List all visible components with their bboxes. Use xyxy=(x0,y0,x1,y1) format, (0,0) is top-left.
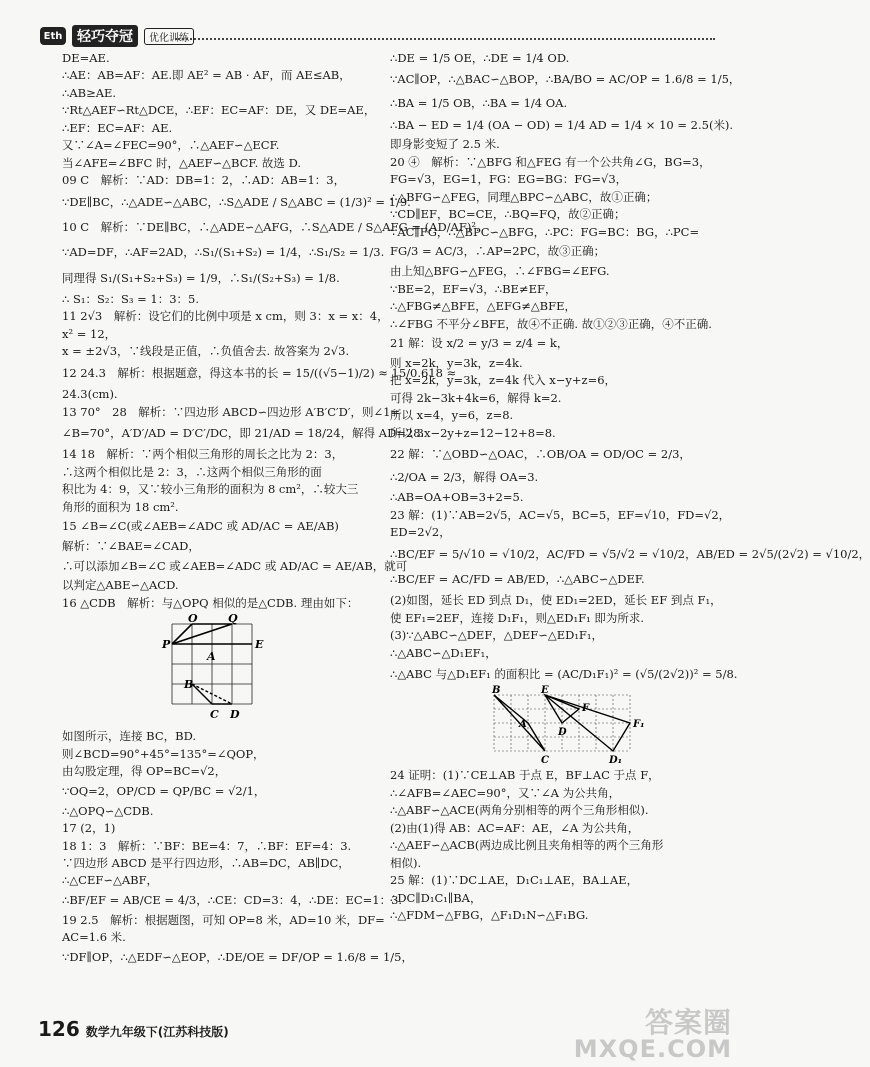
text-line: ∴DE = 1/5 OE，∴DE = 1/4 OD. xyxy=(390,51,570,65)
text-line: x = ±2√3，∵线段是正值，∴负值舍去. 故答案为 2√3. xyxy=(62,344,350,359)
brand-subtitle: 优化训练 xyxy=(144,28,194,45)
text-line: ∵BE=2，EF=√3，∴BE≠EF， xyxy=(390,281,557,296)
text-line: DE=AE. xyxy=(62,51,110,65)
text-line: ∵OQ=2，OP/CD = QP/BC = √2/1， xyxy=(62,783,266,798)
text-line: 16 △CDB 解析：与△OPQ 相似的是△CDB. 理由如下： xyxy=(62,595,359,610)
text-line: ∴△ABC∽△D₁EF₁， xyxy=(390,645,497,660)
fig23-label-B: B xyxy=(492,685,501,697)
watermark-line-1: 答案圈 xyxy=(644,1006,732,1039)
fig16-label-P: P xyxy=(162,638,171,652)
text-line: 如图所示，连接 BC，BD. xyxy=(62,729,197,744)
text-line: ∴△AEF∽△ACB(两边成比例且夹角相等的两个三角形 xyxy=(390,838,664,853)
text-line: 即身影变短了 2.5 米. xyxy=(390,137,500,152)
text-line: ∵AC∥OP，∴△BAC∽△BOP，∴BA/BO = AC/OP = 1.6/8 = 1/5， xyxy=(390,72,741,87)
fig23-label-F: F xyxy=(582,703,590,715)
text-line: 11 2√3 解析：设它们的比例中项是 x cm，则 3：x = x：4， xyxy=(62,309,389,324)
right-column xyxy=(390,50,870,925)
fig23-label-A: A xyxy=(519,719,527,731)
text-line: ∴BA − ED = 1/4 (OA − OD) = 1/4 AD = 1/4 × 10 = 2.5(米). xyxy=(390,117,734,132)
fig16-label-D: D xyxy=(230,708,240,722)
fig16-label-C: C xyxy=(210,708,219,722)
text-line: 24 证明：(1)∵CE⊥AB 于点 E，BF⊥AC 于点 F， xyxy=(390,768,660,783)
text-line: ∴可以添加∠B=∠C 或∠AEB=∠ADC 或 AD/AC = AE/AB，就可 xyxy=(62,558,408,573)
logo-icon: Eth xyxy=(40,27,66,45)
page-footer xyxy=(38,1017,229,1041)
text-line: AC=1.6 米. xyxy=(62,930,126,945)
text-line: ∴∠AFB=∠AEC=90°，又∵∠A 为公共角， xyxy=(390,785,621,800)
text-line: ∵四边形 ABCD 是平行四边形，∴AB=DC，AB∥DC， xyxy=(62,855,350,870)
fig16-label-B: B xyxy=(184,678,194,692)
text-line: 所以 3x−2y+z=12−12+8=8. xyxy=(390,425,556,440)
text-line: 使 EF₁=2EF，连接 D₁F₁，则△ED₁F₁ 即为所求. xyxy=(390,610,645,625)
fig23-label-D1: D₁ xyxy=(609,755,623,767)
text-line: (2)如图，延长 ED 到点 D₁，使 ED₁=2ED，延长 EF 到点 F₁， xyxy=(390,593,722,608)
header-divider xyxy=(175,38,715,40)
fig16-label-Q: Q xyxy=(228,612,238,626)
text-line: 由勾股定理，得 OP=BC=√2， xyxy=(62,764,227,779)
text-line: ∵DE∥BC，∴△ADE∽△ABC，∴S△ADE / S△ABC = (1/3)² = 1/9. xyxy=(62,194,411,209)
text-line: ∵Rt△AEF∽Rt△DCE，∴EF：EC=AF：DE，又 DE=AE， xyxy=(62,103,376,118)
text-line: ∴△OPQ∽△CDB. xyxy=(62,803,154,818)
text-line: FG/3 = AC/3，∴AP=2PC，故③正确； xyxy=(390,244,606,259)
text-line: ∴BF/EF = AB/CE = 4/3，∴CE：CD=3：4，∴DE：EC=1：3. xyxy=(62,892,403,907)
watermark-line-2: MXQE.COM xyxy=(573,1035,732,1064)
text-line: 则 x=2k，y=3k，z=4k. xyxy=(390,355,523,370)
text-line: ∴△CEF∽△ABF， xyxy=(62,873,159,888)
text-line: ∵AC∥FG，∴△BPC∽△BFG，∴PC：FG=BC：BG，∴PC= xyxy=(390,224,700,239)
text-line: ∴AB≥AE. xyxy=(62,85,117,100)
text-line: ED=2√2， xyxy=(390,525,451,540)
text-line: 25 解：(1)∵DC⊥AE，D₁C₁⊥AE，BA⊥AE， xyxy=(390,873,639,888)
text-line: 13 70° 28 解析：∵四边形 ABCD∽四边形 A′B′C′D′，则∠1= xyxy=(62,404,401,419)
text-line: 解析：∵∠BAE=∠CAD， xyxy=(62,539,200,554)
text-line: ∵DF∥OP，∴△EDF∽△EOP，∴DE/OE = DF/OP = 1.6/8 = 1/5， xyxy=(62,949,413,964)
text-line: 24.3(cm). xyxy=(62,387,118,402)
text-line: ∴DC∥D₁C₁∥BA， xyxy=(390,890,482,905)
text-line: 同理得 S₁/(S₁+S₂+S₃) = 1/9，∴S₁/(S₂+S₃) = 1/8. xyxy=(62,270,340,285)
text-line: 20 ④ 解析：∵△BFG 和△FEG 有一个公共角∠G，BG=3， xyxy=(390,154,711,169)
text-line: ∴EF：EC=AF：AE. xyxy=(62,120,173,135)
text-line: 又∵∠A=∠FEC=90°，∴△AEF∽△ECF. xyxy=(62,138,280,153)
brand-title: 轻巧夺冠 xyxy=(72,25,138,47)
text-line: 21 解：设 x/2 = y/3 = z/4 = k， xyxy=(390,335,569,350)
text-line: ∴AE：AB=AF：AE.即 AE² = AB · AF，而 AE≤AB， xyxy=(62,68,351,83)
text-line: 由上知△BFG∽△FEG，∴∠FBG=∠EFG. xyxy=(390,264,610,279)
text-line: 把 x=2k，y=3k，z=4k 代入 x−y+z=6， xyxy=(390,373,617,388)
text-line: 14 18 解析：∵两个相似三角形的周长之比为 2：3， xyxy=(62,447,344,462)
text-line: ∴这两个相似比是 2：3，∴这两个相似三角形的面 xyxy=(62,464,322,479)
text-line: ∴AB=OA+OB=3+2=5. xyxy=(390,490,524,505)
text-line: ∴△BFG∽△FEG，同理△BPC∽△ABC，故①正确； xyxy=(390,189,658,204)
text-line: 18 1：3 解析：∵BF：BE=4：7，∴BF：EF=4：3. xyxy=(62,838,352,853)
fig23-label-C: C xyxy=(541,755,549,767)
text-line: ∴BC/EF = AC/FD = AB/ED，∴△ABC∽△DEF. xyxy=(390,572,645,587)
text-line: 当∠AFE=∠BFC 时，△AEF∽△BCF. 故选 D. xyxy=(62,155,302,170)
text-line: ∠B=70°，A′D′/AD = D′C′/DC，即 21/AD = 18/24，解得 AD=28. xyxy=(62,426,425,441)
fig16-label-A: A xyxy=(207,650,216,664)
text-line: 22 解：∵△OBD∽△OAC，∴OB/OA = OD/OC = 2/3， xyxy=(390,447,691,462)
text-line: 12 24.3 解析：根据题意，得这本书的长 = 15/((√5−1)/2) ≈ 15/0.618 ≈ xyxy=(62,365,457,380)
page-header xyxy=(40,26,194,46)
text-line: 则∠BCD=90°+45°=135°=∠QOP， xyxy=(62,746,265,761)
text-line: (2)由(1)得 AB：AC=AF：AE，∠A 为公共角， xyxy=(390,820,640,835)
text-line: ∴△ABC 与△D₁EF₁ 的面积比 = (AC/D₁F₁)² = (√5/(2√2))² = 5/8. xyxy=(390,667,738,682)
text-line: ∴∠FBG 不平分∠BFE，故④不正确. 故①②③正确，④不正确. xyxy=(390,316,712,331)
fig23-label-E: E xyxy=(541,685,549,697)
text-line: ∵CD∥EF，BC=CE，∴BQ=FQ，故②正确； xyxy=(390,207,626,222)
text-line: 19 2.5 解析：根据题图，可知 OP=8 米，AD=10 米，DF= xyxy=(62,912,385,927)
text-line: x² = 12， xyxy=(62,326,117,341)
text-line: (3)∵△ABC∽△DEF，△DEF∽△ED₁F₁， xyxy=(390,628,604,643)
text-line: 23 解：(1)∵AB=2√5，AC=√5，BC=5，EF=√10，FD=√2， xyxy=(390,507,731,522)
page-number: 126 xyxy=(38,1017,80,1041)
fig23-label-D: D xyxy=(558,727,567,739)
grid-figure-16 xyxy=(62,614,374,726)
fig23-label-F1: F₁ xyxy=(633,719,645,731)
text-line: 积比为 4：9，又∵较小三角形的面积为 8 cm²，∴较大三 xyxy=(62,482,359,497)
text-line: ∴BA = 1/5 OB，∴BA = 1/4 OA. xyxy=(390,95,568,110)
watermark-logo xyxy=(574,1008,732,1063)
text-line: 09 C 解析：∵AD：DB=1：2，∴AD：AB=1：3， xyxy=(62,173,346,188)
text-line: 可得 2k−3k+4k=6，解得 k=2. xyxy=(390,390,562,405)
grid-figure-23 xyxy=(390,685,720,767)
text-line: 17 (2，1) xyxy=(62,821,116,836)
text-line: ∴ S₁：S₂：S₃ = 1：3：5. xyxy=(62,291,199,306)
text-line: 所以 x=4，y=6，z=8. xyxy=(390,408,514,423)
text-line: 15 ∠B=∠C(或∠AEB=∠ADC 或 AD/AC = AE/AB) xyxy=(62,519,339,534)
text-line: FG=√3，EG=1，FG：EG=BG：FG=√3， xyxy=(390,172,628,187)
text-line: ∵AD=DF，∴AF=2AD，∴S₁/(S₁+S₂) = 1/4，∴S₁/S₂ = 1/3. xyxy=(62,245,385,260)
text-line: 角形的面积为 18 cm². xyxy=(62,499,179,514)
book-title: 数学九年级下(江苏科技版) xyxy=(85,1025,229,1039)
fig16-label-O: O xyxy=(188,612,198,626)
text-line: ∴△FBG≠△BFE，△EFG≠△BFE， xyxy=(390,299,577,314)
text-line: ∴△ABF∽△ACE(两角分别相等的两个三角形相似). xyxy=(390,803,649,818)
fig16-label-E: E xyxy=(255,638,264,652)
text-line: ∴2/OA = 2/3，解得 OA=3. xyxy=(390,470,539,485)
text-line: ∴△FDM∽△FBG，△F₁D₁N∽△F₁BG. xyxy=(390,908,589,923)
text-line: 相似). xyxy=(390,855,422,870)
text-line: ∴BC/EF = 5/√10 = √10/2，AC/FD = √5/√2 = √10/2，AB/ED = 2√5/(2√2) = √10/2， xyxy=(390,546,870,561)
text-line: 10 C 解析：∵DE∥BC，∴△ADE∽△AFG，∴S△ADE / S△AFG = (AD/AF)². xyxy=(62,220,480,235)
text-line: 以判定△ABE∽△ACD. xyxy=(62,578,179,593)
